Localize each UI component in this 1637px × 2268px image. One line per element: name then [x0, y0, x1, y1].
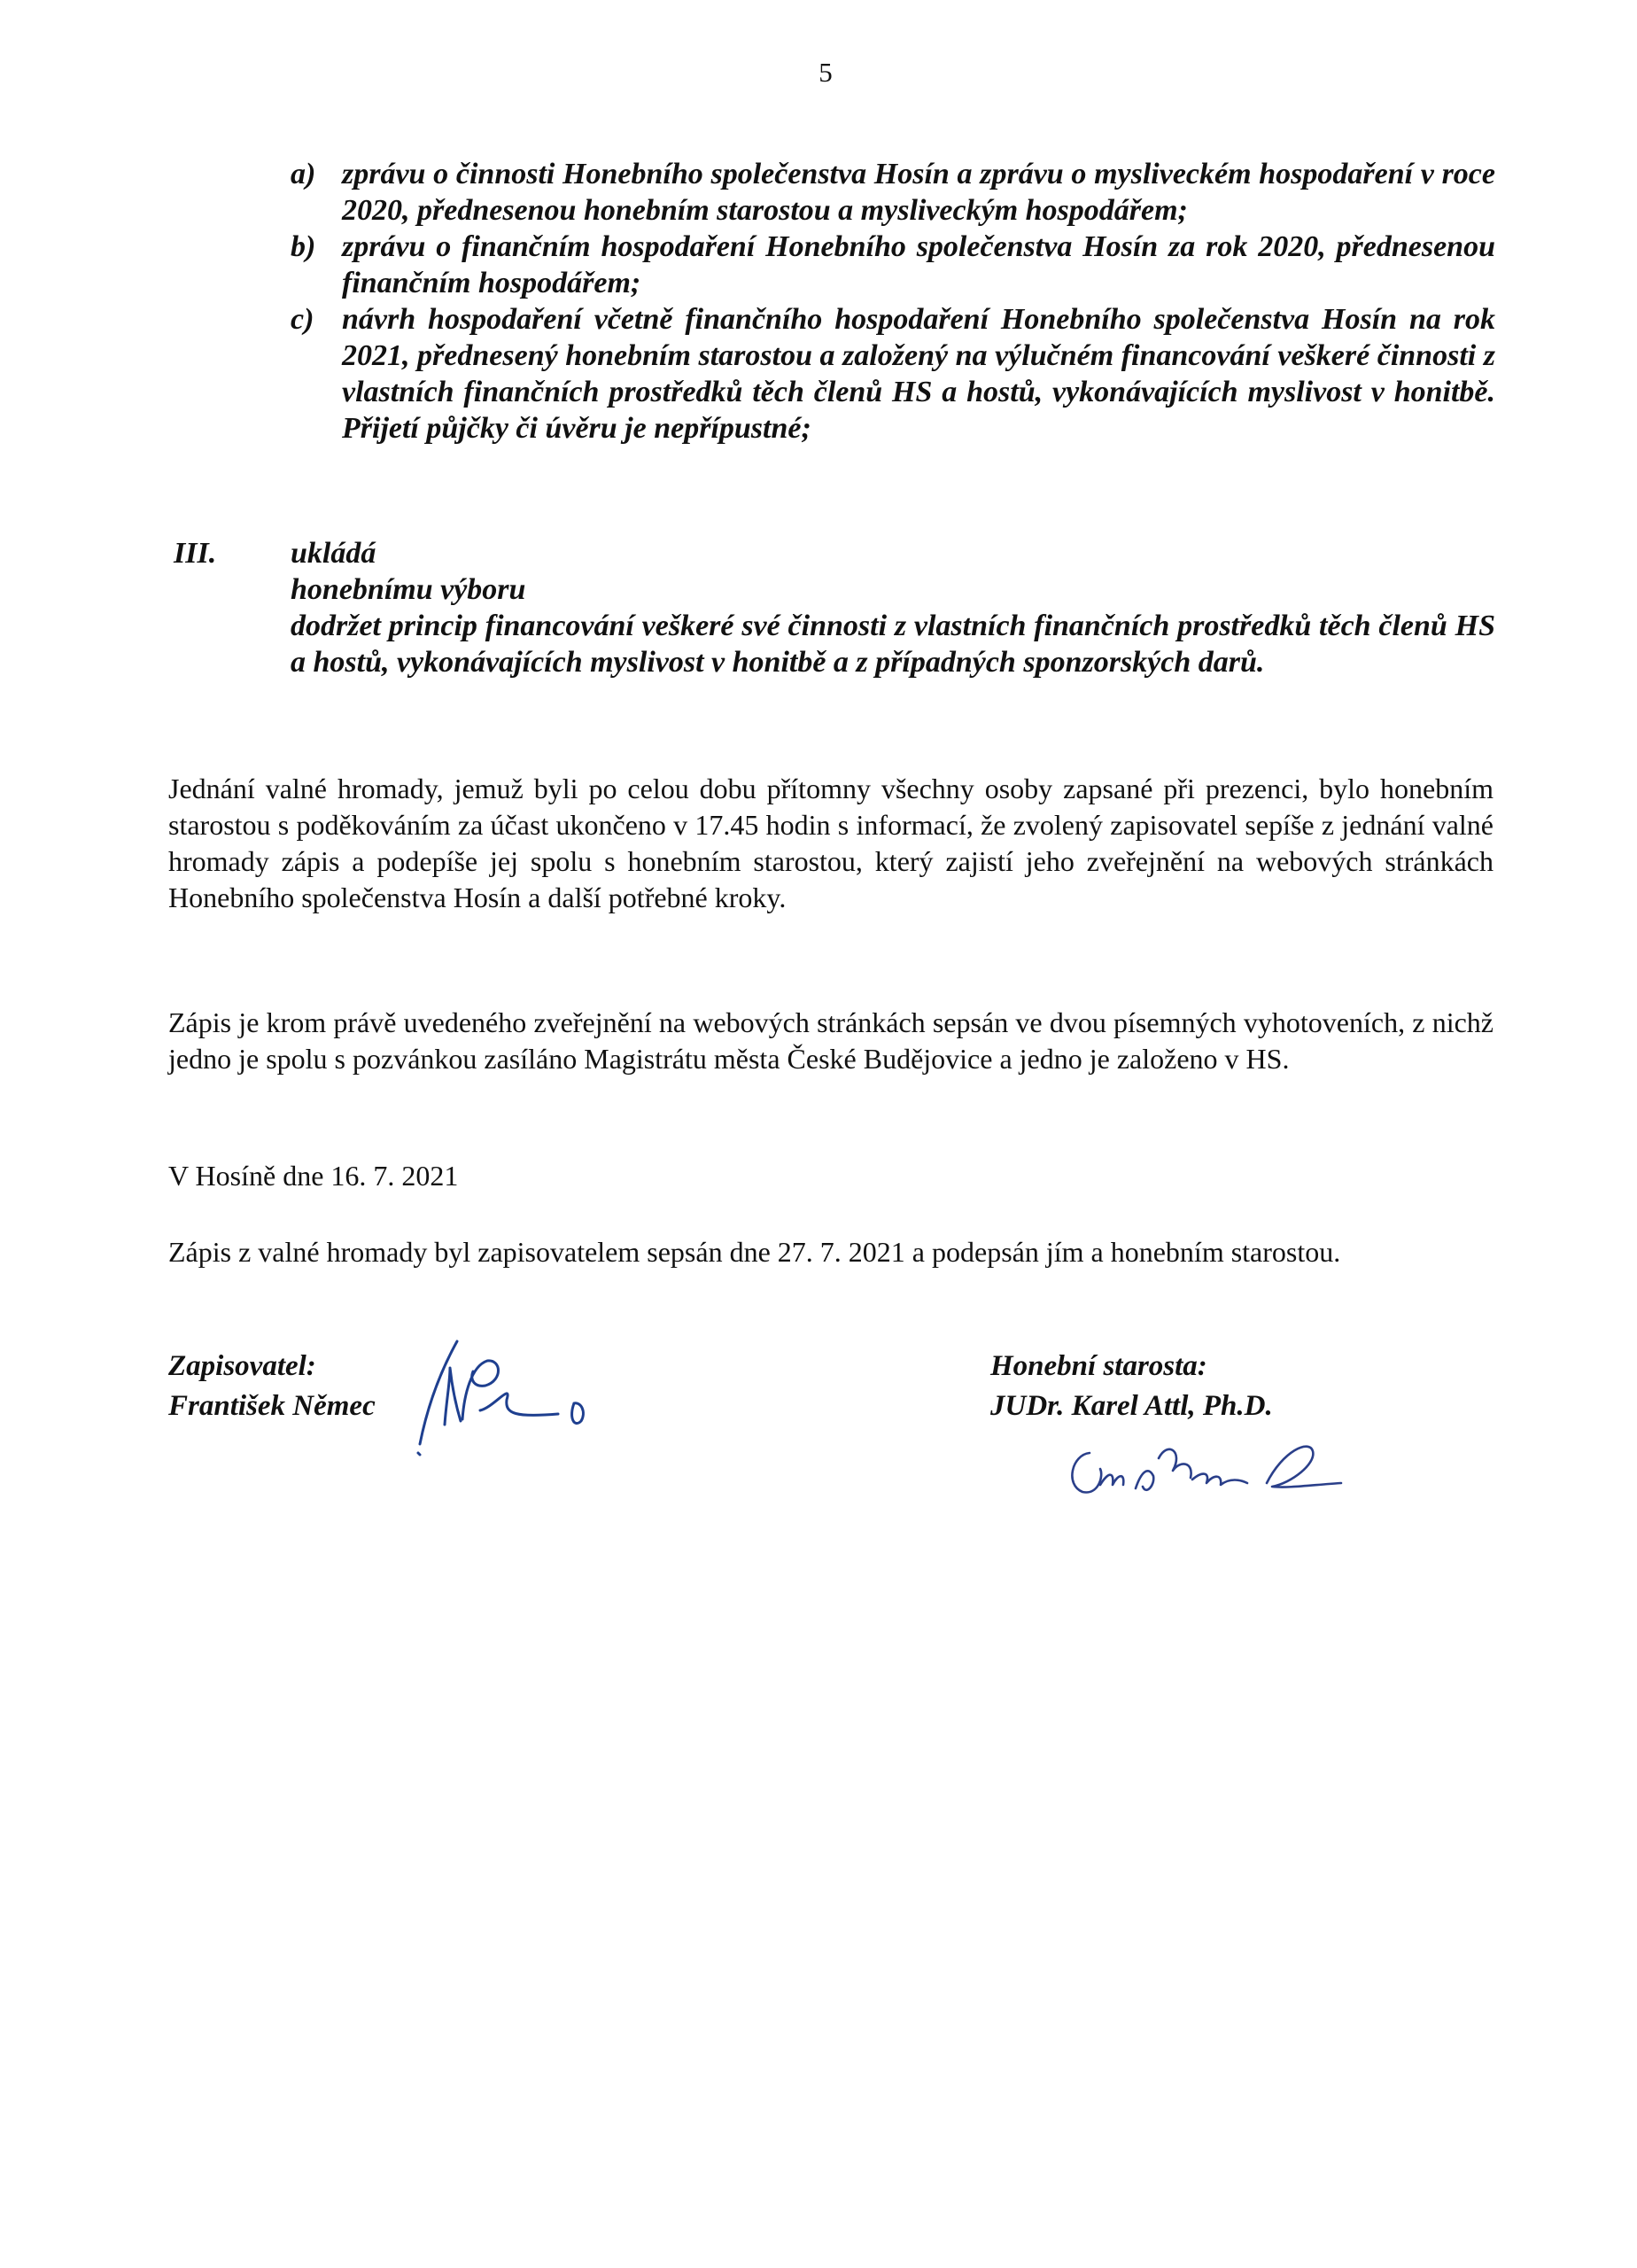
recorder-signatory	[168, 1347, 376, 1426]
chairman-name: JUDr. Karel Attl, Ph.D.	[990, 1390, 1273, 1422]
chairman-role: Honební starosta:	[990, 1350, 1207, 1382]
resolution-item-text: zprávu o finančním hospodaření Honebního společenstva Hosín za rok 2020, přednesenou finančním hospodářem;	[342, 230, 1495, 299]
chairman-signature	[1059, 1433, 1352, 1513]
recorder-role: Zapisovatel:	[168, 1350, 316, 1382]
resolution-item-text: návrh hospodaření včetně finančního hospodaření Honebního společenstva Hosín na rok 2021, přednesený honebním starostou a založený na výlučném financování veškeré činnosti z vlastních finančních prostředků těch členů HS a hostů, vykonávajících myslivost v honitbě. Přijetí půjčky či úvěru je nepřípustné;	[342, 303, 1495, 445]
resolution-item-b	[291, 229, 1495, 301]
closing-paragraph: Jednání valné hromady, jemuž byli po celou dobu přítomny všechny osoby zapsané při prezenci, bylo honebním starostou s poděkováním za účast ukončeno v 17.45 hodin s informací, že zvolený zapisovatel sepíše z jednání valné hromady zápis a podepíše jej spolu s honebním starostou, který zajistí jeho zveřejnění na webových stránkách Honebního společenstva Hosín a další potřebné kroky.	[168, 773, 1493, 913]
resolution-item-marker: a)	[291, 158, 316, 190]
resolution-list	[291, 156, 1495, 447]
section-iii-numeral: III.	[174, 537, 217, 570]
page-number: 5	[818, 57, 833, 88]
resolution-item-text: zprávu o činnosti Honebního společenstva Hosín a zprávu o mysliveckém hospodaření v roce 2020, přednesenou honebním starostou a mysliveckým hospodářem;	[342, 158, 1495, 227]
section-iii-text: dodržet princip financování veškeré své činnosti z vlastních finančních prostředků těch členů HS a hostů, vykonávajících myslivost v honitbě a z případných sponzorských darů.	[291, 610, 1495, 679]
recorder-name: František Němec	[168, 1390, 376, 1422]
resolution-item-marker: b)	[291, 230, 316, 263]
resolution-item-c	[291, 301, 1495, 447]
section-iii-addressee: honebnímu výboru	[291, 573, 526, 606]
resolution-item-marker: c)	[291, 303, 314, 336]
section-iii-body	[291, 535, 1495, 680]
section-iii	[174, 535, 1495, 680]
copies-paragraph: Zápis je krom právě uvedeného zveřejnění na webových stránkách sepsán ve dvou písemných vyhotoveních, z nichž jedno je spolu s pozvánkou zasíláno Magistrátu města České Budějovice a jedno je založeno v HS.	[168, 1006, 1493, 1075]
resolution-item-a	[291, 156, 1495, 229]
section-iii-verb: ukládá	[291, 537, 376, 570]
signed-paragraph: Zápis z valné hromady byl zapisovatelem sepsán dne 27. 7. 2021 a podepsán jím a honebním starostou.	[168, 1236, 1341, 1268]
recorder-signature	[409, 1329, 595, 1462]
place-date-line: V Hosíně dne 16. 7. 2021	[168, 1160, 459, 1192]
chairman-signatory	[990, 1347, 1273, 1426]
